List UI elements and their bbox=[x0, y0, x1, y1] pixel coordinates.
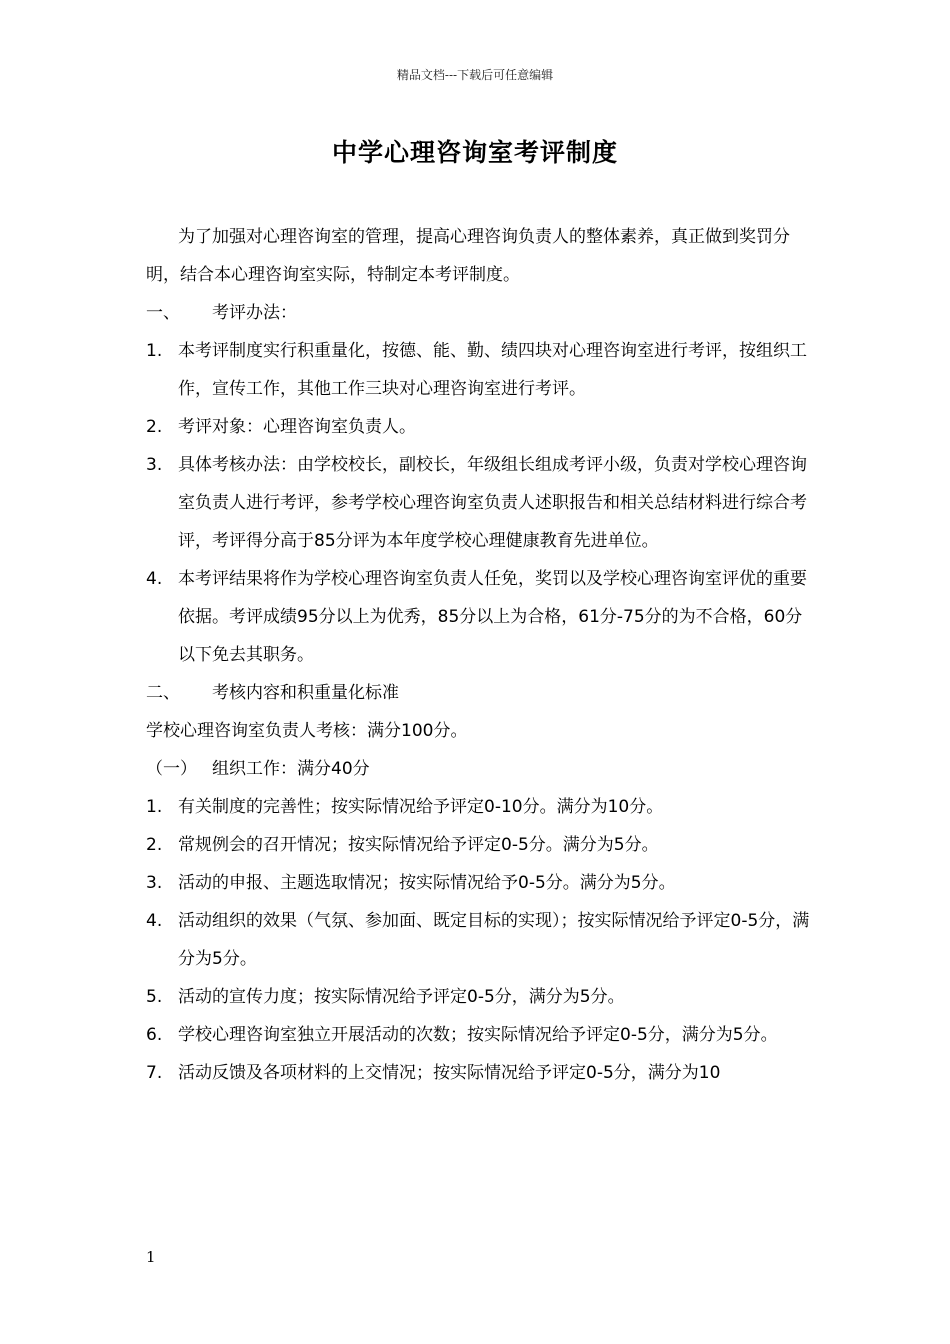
item-number: 6. bbox=[146, 1025, 163, 1045]
section-title: 考核内容和积重量化标准 bbox=[212, 683, 399, 703]
item-number: 2. bbox=[146, 835, 163, 855]
section-title: 考评办法： bbox=[212, 303, 297, 323]
item-number: 1. bbox=[146, 341, 163, 361]
item-number: 2. bbox=[146, 417, 163, 437]
item-text: 本考评结果将作为学校心理咨询室负责人任免，奖罚以及学校心理咨询室评优的重要依据。考评成绩95分以上为优秀，85分以上为合格，61分-75分的为不合格，60分以下免去其职务。 bbox=[178, 569, 807, 665]
subsection-number: （一） bbox=[146, 759, 197, 779]
page-header: 精品文档---下载后可任意编辑 bbox=[396, 68, 554, 82]
item-number: 7. bbox=[146, 1063, 163, 1083]
item-text: 活动的宣传力度；按实际情况给予评定0-5分，满分为5分。 bbox=[178, 987, 625, 1007]
section-heading-2 bbox=[146, 674, 816, 712]
item-text: 活动反馈及各项材料的上交情况；按实际情况给予评定0-5分，满分为10 bbox=[178, 1063, 721, 1083]
list-item bbox=[146, 902, 816, 978]
item-text: 具体考核办法：由学校校长，副校长，年级组长组成考评小级，负责对学校心理咨询室负责人进行考评，参考学校心理咨询室负责人述职报告和相关总结材料进行综合考评，考评得分高于85分评为本年度学校心理健康教育先进单位。 bbox=[178, 455, 807, 551]
score-summary: 学校心理咨询室负责人考核：满分100分。 bbox=[146, 721, 468, 741]
list-item bbox=[146, 332, 816, 408]
document-body bbox=[146, 218, 816, 1092]
section-number: 一、 bbox=[146, 303, 180, 323]
item-text: 有关制度的完善性；按实际情况给予评定0-10分。满分为10分。 bbox=[178, 797, 664, 817]
subsection-heading bbox=[146, 750, 816, 788]
item-number: 5. bbox=[146, 987, 163, 1007]
list-item bbox=[146, 1054, 816, 1092]
item-text: 本考评制度实行积重量化，按德、能、勤、绩四块对心理咨询室进行考评，按组织工作，宣传工作，其他工作三块对心理咨询室进行考评。 bbox=[178, 341, 807, 399]
list-item bbox=[146, 560, 816, 674]
page-number: 1 bbox=[146, 1248, 156, 1266]
list-item bbox=[146, 788, 816, 826]
item-text: 活动的申报、主题选取情况；按实际情况给予0-5分。满分为5分。 bbox=[178, 873, 676, 893]
section-number: 二、 bbox=[146, 683, 180, 703]
item-text: 学校心理咨询室独立开展活动的次数；按实际情况给予评定0-5分，满分为5分。 bbox=[178, 1025, 778, 1045]
document-title: 中学心理咨询室考评制度 bbox=[331, 138, 618, 167]
item-number: 4. bbox=[146, 569, 163, 589]
list-item bbox=[146, 864, 816, 902]
intro-paragraph: 为了加强对心理咨询室的管理，提高心理咨询负责人的整体素养，真正做到奖罚分明，结合本心理咨询室实际，特制定本考评制度。 bbox=[146, 227, 790, 285]
item-number: 3. bbox=[146, 873, 163, 893]
item-number: 4. bbox=[146, 911, 163, 931]
item-number: 3. bbox=[146, 455, 163, 475]
item-number: 1. bbox=[146, 797, 163, 817]
item-text: 考评对象：心理咨询室负责人。 bbox=[178, 417, 416, 437]
list-item bbox=[146, 826, 816, 864]
section-heading-1 bbox=[146, 294, 816, 332]
list-item bbox=[146, 1016, 816, 1054]
item-text: 活动组织的效果（气氛、参加面、既定目标的实现）；按实际情况给予评定0-5分，满分为5分。 bbox=[178, 911, 810, 969]
list-item bbox=[146, 446, 816, 560]
subsection-title: 组织工作：满分40分 bbox=[212, 759, 370, 779]
item-text: 常规例会的召开情况；按实际情况给予评定0-5分。满分为5分。 bbox=[178, 835, 659, 855]
list-item bbox=[146, 978, 816, 1016]
list-item bbox=[146, 408, 816, 446]
